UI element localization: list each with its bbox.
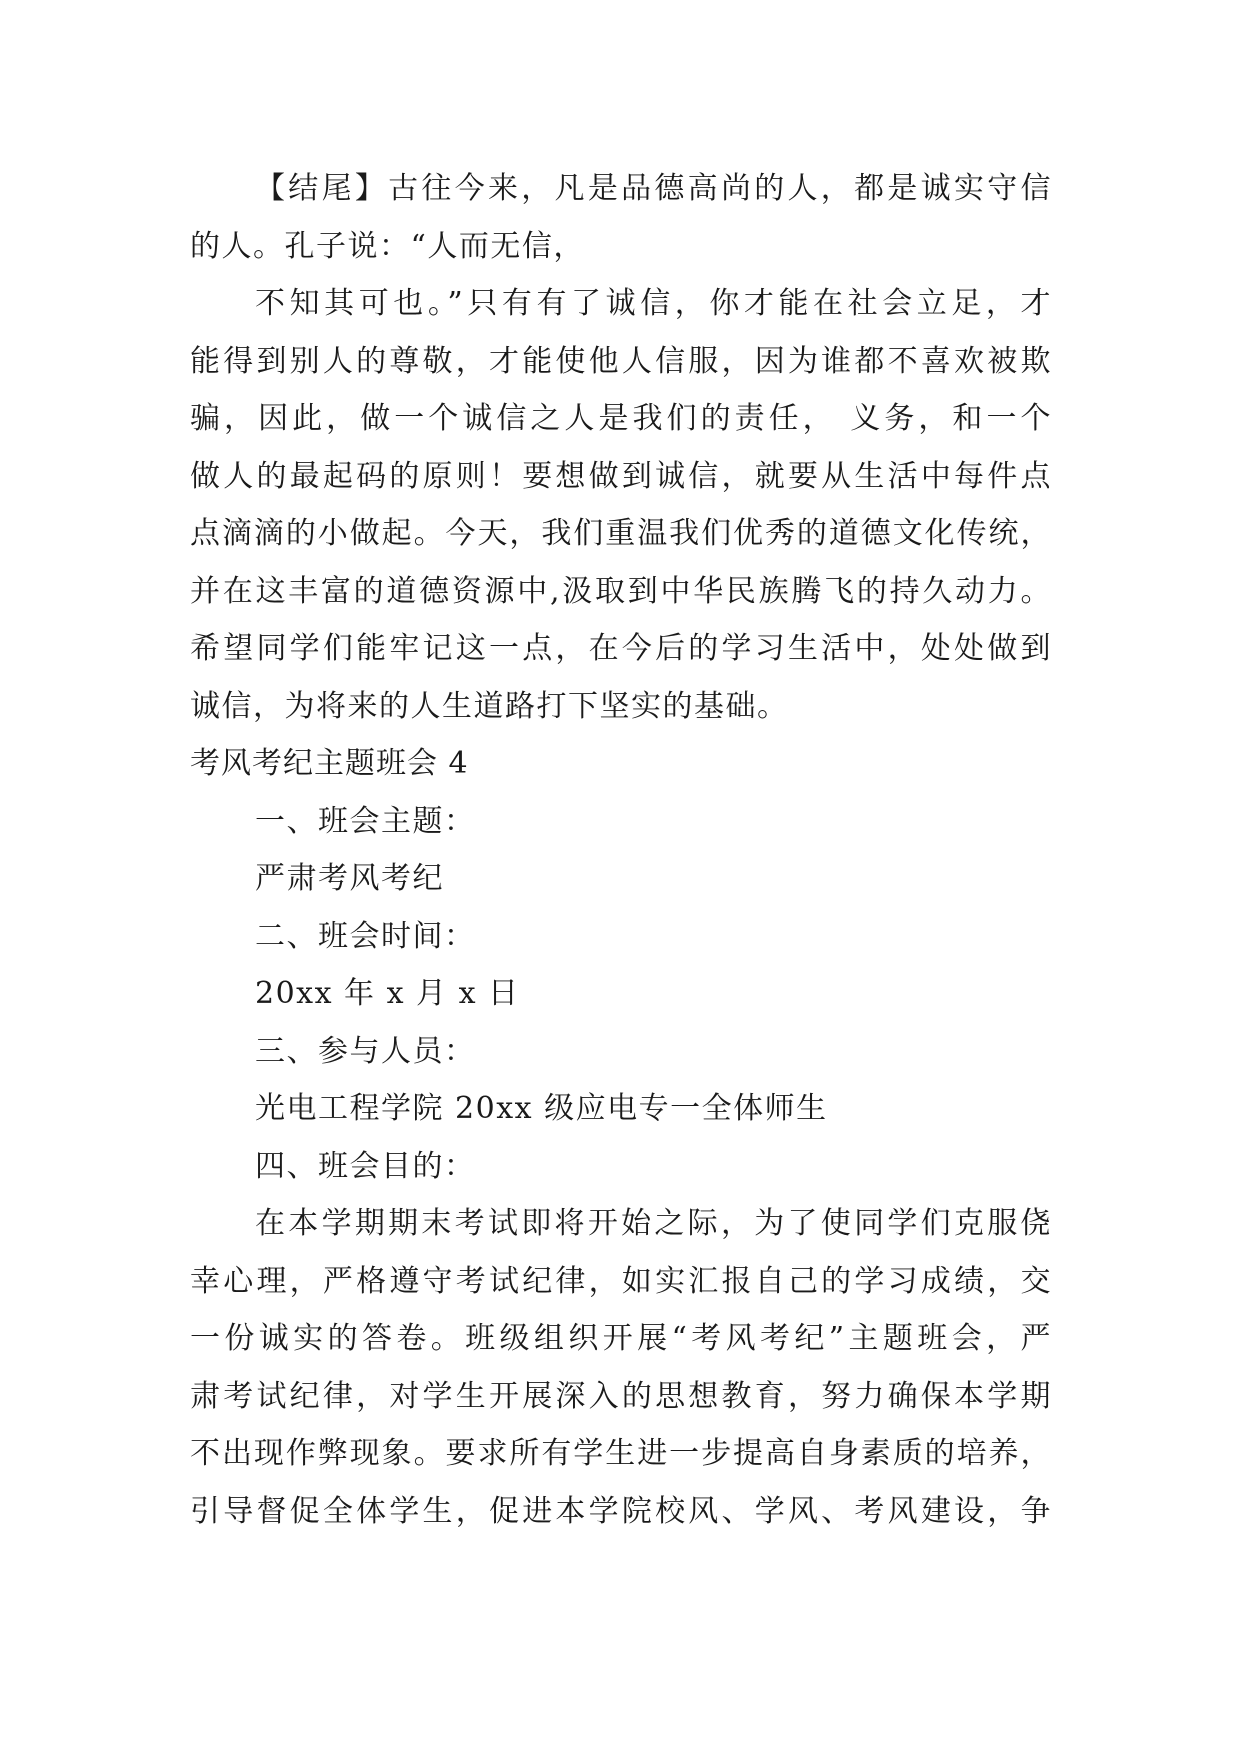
text-line: 诚信，为将来的人生道路打下坚实的基础。: [190, 688, 789, 724]
text-line: 在本学期期末考试即将开始之际，为了使同学们克服侥: [255, 1206, 1052, 1241]
text-line: 肃考试纪律，对学生开展深入的思想教育，努力确保本学期: [190, 1378, 1052, 1414]
closing-paragraph: [190, 160, 1052, 275]
list-item: 20xx 年 x 月 x 日: [255, 976, 520, 1011]
list-item: 光电工程学院 20xx 级应电专一全体师生: [255, 1091, 828, 1126]
text-line: 幸心理，严格遵守考试纪律，如实汇报自己的学习成绩，交: [190, 1263, 1052, 1299]
text-line: 并在这丰富的道德资源中,汲取到中华民族腾飞的持久动力。: [190, 573, 1052, 609]
list-item: 严肃考风考纪: [255, 861, 444, 896]
list-item: 一、班会主题：: [255, 803, 476, 839]
text-line: 不知其可也。”只有有了诚信，你才能在社会立足，才: [255, 286, 1052, 321]
text-line: 不出现作弊现象。要求所有学生进一步提高自身素质的培养，: [190, 1436, 1052, 1471]
list-item: 四、班会目的：: [255, 1148, 476, 1184]
section-title: 考风考纪主题班会 4: [190, 746, 469, 781]
text-line: 一份诚实的答卷。班级组织开展“考风考纪”主题班会，严: [190, 1321, 1052, 1356]
text-line: 引导督促全体学生，促进本学院校风、学风、考风建设，争: [190, 1493, 1052, 1529]
conclusion-paragraph: [190, 275, 1052, 735]
text-line: 【结尾】古往今来，凡是品德高尚的人，都是诚实守信: [255, 171, 1052, 206]
list-item: 二、班会时间：: [255, 918, 476, 954]
text-line: 希望同学们能牢记这一点，在今后的学习生活中，处处做到: [190, 631, 1052, 666]
text-line: 的人。孔子说：“人而无信，: [190, 228, 585, 264]
meeting-info-list: [190, 793, 1052, 1196]
text-line: 做人的最起码的原则！要想做到诚信，就要从生活中每件点: [190, 458, 1052, 494]
purpose-paragraph: [190, 1195, 1052, 1540]
document-body: [190, 160, 1052, 1540]
list-item: 三、参与人员：: [255, 1033, 476, 1069]
text-line: 点滴滴的小做起。今天，我们重温我们优秀的道德文化传统，: [190, 516, 1052, 551]
text-line: 骗，因此，做一个诚信之人是我们的责任， 义务，和一个: [190, 401, 1052, 436]
text-line: 能得到别人的尊敬，才能使他人信服，因为谁都不喜欢被欺: [190, 343, 1052, 379]
